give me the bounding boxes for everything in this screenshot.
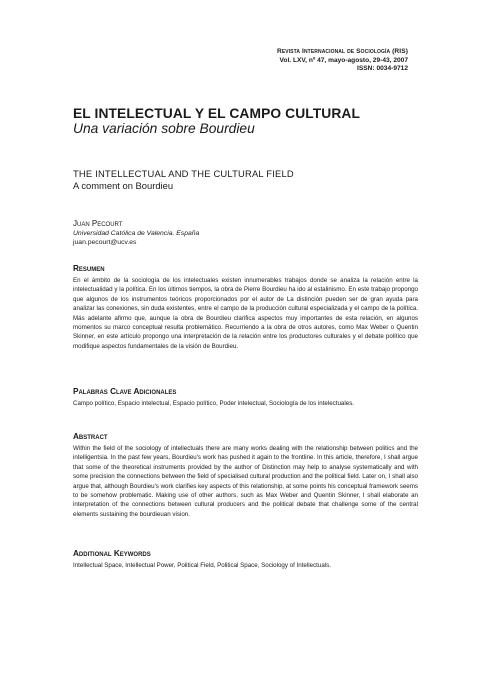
author-name: Juan Pecourt [73, 219, 123, 228]
author-affiliation: Universidad Católica de Valencia. España [73, 229, 200, 237]
palabras-clave-heading: Palabras Clave Adicionales [73, 387, 177, 396]
palabras-clave-section [73, 387, 418, 408]
keywords-heading: Additional Keywords [73, 549, 151, 558]
palabras-clave-body: Campo político, Espacio intelectual, Espacio político, Poder intelectual, Sociología de los intelectuales. [73, 400, 355, 407]
abstract-section [73, 432, 418, 519]
journal-header [277, 48, 408, 74]
journal-volume: Vol. LXV, nº 47, mayo-agosto, 29-43, 2007 [279, 56, 408, 64]
keywords-body: Intellectual Space, Intellectual Power, Political Field, Political Space, Sociology of Intellectuals. [73, 562, 331, 569]
keywords-section [73, 549, 418, 570]
english-subtitle: A comment on Bourdieu [73, 179, 174, 191]
english-title: THE INTELLECTUAL AND THE CULTURAL FIELD [73, 168, 294, 179]
journal-name: Revista Internacional de Sociología (RIS) [276, 48, 408, 55]
journal-issn: ISSN: 0034-9712 [357, 65, 408, 73]
author-block [73, 219, 199, 248]
english-title-block [73, 168, 413, 191]
article-title: EL INTELECTUAL Y EL CAMPO CULTURAL [73, 106, 361, 121]
abstract-heading: Abstract [73, 432, 108, 441]
spanish-title-block [73, 106, 413, 136]
author-email[interactable]: juan.pecourt@ucv.es [73, 239, 137, 246]
resumen-body: En el ámbito de la sociología de los intelectuales existen innumerables trabajos donde se analiza la relación entre la intelectualidad y la política. En los últimos tiempos, la obra de Pierre Bourdieu ha ido al estalinismo. En este trabajo propongo que algunos de los instrumentos teóricos proporcionados por el autor de La distinción pueden ser de gran ayuda para analizar las conexiones, sin duda existentes, entre el campo de la producción cultural especializada y el campo de la política. Más adelante afirmo que, aunque la obra de Bourdieu clarifica aspectos muy importantes de esta relación, en algunos momentos su marco conceptual resulta problemático. Recurriendo a la obra de otros autores, como Max Weber o Quentin Skinner, en este artículo propongo una interpretación de la relación entre los productores culturales y el debate político que modifique aspectos fundamentales de la visión de Bourdieu. [73, 277, 418, 350]
resumen-section [73, 264, 418, 351]
abstract-body: Within the field of the sociology of intellectuals there are many works dealing with the relationship between politics and the intelligentsia. In the past few years, Bourdieu's work has pushed it again to the frontline. In this article, therefore, I shall argue that some of the theoretical instruments provided by the author of Distinction may help to analyse systematically and with some precision the connections between the field of specialised cultural production and the political field. Later on, I shall also argue that, although Bourdieu's work clarifies key aspects of this relationship, at some points his conceptual framework seems to be somehow problematic. Making use of other authors, such as Max Weber and Quentin Skinner, I shall elaborate an interpretation of the connections between cultural producers and the political debate that challenge some of the central elements sustaining the bourdieuan vision. [73, 445, 418, 518]
resumen-heading: Resumen [73, 264, 105, 273]
article-subtitle: Una variación sobre Bourdieu [73, 121, 255, 136]
